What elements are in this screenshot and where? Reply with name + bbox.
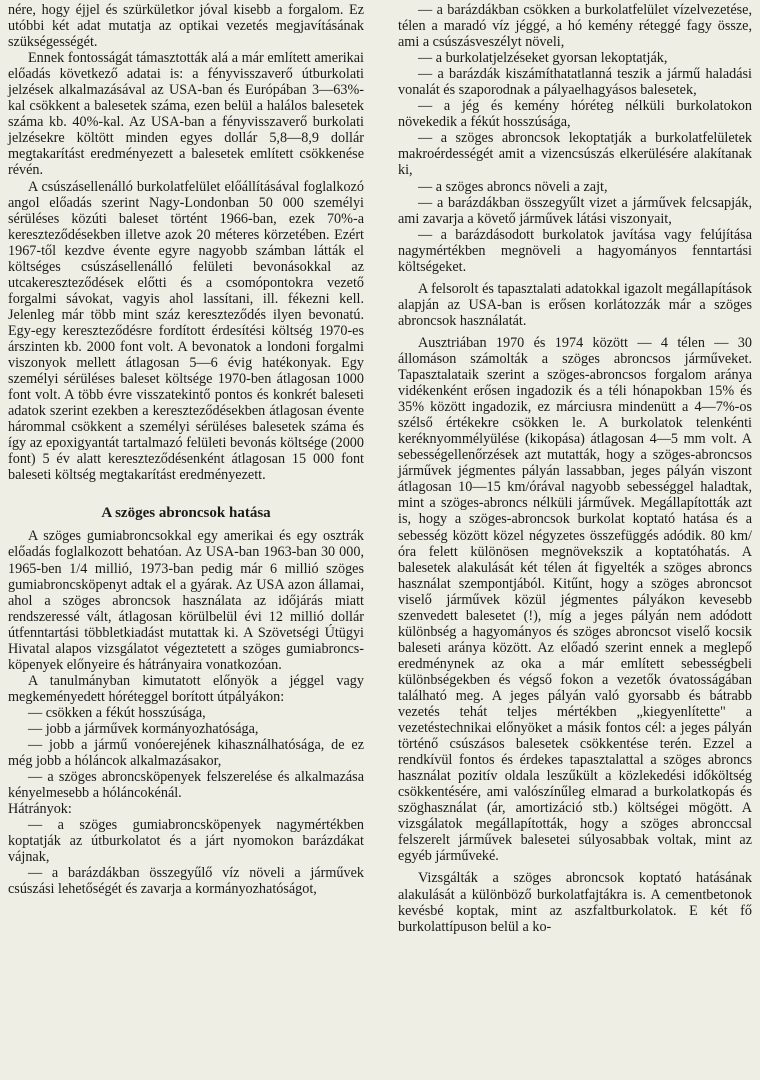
disadvantages-label: Hátrányok: <box>8 801 72 818</box>
disadvantage-item: — a barázdák kiszámíthatatlanná teszik a jármű haladási vonalát és szaporodnak a pályaelhagyásos balesetek, <box>398 66 752 99</box>
advantage-item: — csökken a fékút hosszúsága, <box>28 704 206 721</box>
advantage-item: — jobb a járművek kormányozhatósága, <box>28 720 259 737</box>
disadvantage-item: — a barázdákban összegyűlt vizet a járművek felcsapják, ami zavarja a követő járművek látási viszonyait, <box>398 194 752 227</box>
paragraph: A szöges gumiabroncsokkal egy amerikai és egy osztrák előadás foglalkozott behatóan. Az USA-ban 1963-ban 30 000, 1965-ben 1/4 millió, 1973-ban pedig már 6 millió szöges gumiabroncsköpenyt adtak el a gyárak. Az USA azon államai, ahol a szöges abroncsok használata az időjárás miatt rendszeressé vált, átlagosan körülbelül évi 12 millió dollár útfenntartási többletkiadást mutattak ki. A Szövetségi Útügyi Hivatal alapos vizsgálatot végeztetett a szöges gumiabroncs-köpenyek előnyeire és hátrányaira vonatkozóan. <box>8 528 364 673</box>
paragraph: Vizsgálták a szöges abroncsok koptató hatásának alakulását a különböző burkolatfajtákra is. A cementbetonok kevésbé koptak, mint az aszfaltburkolatok. E két fő burkolattípuson belül a ko- <box>398 870 752 935</box>
disadvantage-item: — a burkolatjelzéseket gyorsan lekoptatják, <box>418 50 668 67</box>
disadvantage-item: — a barázdákban összegyűlő víz növeli a járművek csúszási lehetőségét és zavarja a kormányozhatóságot, <box>8 865 364 898</box>
paragraph: A tanulmányban kimutatott előnyök a jéggel vagy megkeményedett hóréteggel borított útpályákon: <box>8 672 364 705</box>
paragraph: A csúszásellenálló burkolatfelület előállításával foglalkozó angol előadás szerint Nagy-Londonban 50 000 személyi sérüléses közúti baleset történt 1966-ban, ezek 70%-a kereszteződésekben illetve azok 20 méteres körzetében. Ezért 1967-től kezdve évente egyre nagyobb számban látták el költséges csúszásellenálló felületi bevonásokkal az utcakereszteződések előtti és a csomópontokra vezető forgalmi sávokat, vagyis ahol lassítani, ill. fékezni kell. Jelenleg már több mint száz kereszteződés ilyen bevonatú. Egy-egy kereszteződésre fordított érdesítési költség 1970-es árszinten kb. 2000 font volt. A bevonatok a londoni forgalmi viszonyok mellett átlagosan 5—6 évig hatékonyak. Egy személyi sérüléses baleset költsége 1970-ben átlagosan 1000 font volt. A több évre visszatekintő pontos és konkrét baleseti adatok szerint ezekben a kereszteződésekben átlagosan évente hárommal csökkent a személyi sérüléses balesetek száma és így az epoxigyantát tartalmazó felületi bevonás költsége (2000 font) 5 év alatt kereszteződésenként átlagosan 15 000 font baleseti költség megtakarítást eredményezett. <box>8 178 364 484</box>
disadvantage-item: — a barázdásodott burkolatok javítása vagy felújítása nagymértékben megnöveli a hagyományos fenntartási költségeket. <box>398 226 752 275</box>
advantage-item: — jobb a jármű vonóerejének kihasználhatósága, de ez még jobb a hóláncok alkalmazásakor, <box>8 737 364 770</box>
disadvantage-item: — a szöges abroncs növeli a zajt, <box>418 178 608 195</box>
paragraph: A felsorolt és tapasztalati adatokkal igazolt megállapítások alapján az USA-ban is erősen korlátozzák már a szöges abroncsok használatát. <box>398 280 752 329</box>
advantage-item: — a szöges abroncsköpenyek felszerelése és alkalmazása kényelmesebb a hóláncokénál. <box>8 769 364 802</box>
right-column <box>398 2 752 935</box>
disadvantage-item: — a szöges gumiabroncsköpenyek nagymértékben koptatják az útburkolatot és a járt nyomokon barázdákat vájnak, <box>8 817 364 866</box>
section-heading: A szöges abroncsok hatása <box>101 505 271 522</box>
paragraph: Ennek fontosságát támasztották alá a már említett amerikai előadás következő adatai is: a fényvisszaverő útburkolati jelzések alkalmazásával az USA-ban és Európában 3—63%-kal csökkent a balesetek száma, ezen belül a halálos balesetek száma kb. 40%-kal. Az USA-ban a fényvisszaverő burkolati jelzésekre költött minden egyes dollár 5,8—8,9 dollár megtakarítást eredményezett a balesetek említett csökkenése révén. <box>8 50 364 179</box>
disadvantage-item: — a szöges abroncsok lekoptatják a burkolatfelületek makroérdességét amit a vizencsúszás elkerülésére alakítanak ki, <box>398 130 752 179</box>
left-column <box>8 2 364 897</box>
disadvantage-item: — a barázdákban csökken a burkolatfelület vízelvezetése, télen a maradó víz jéggé, a hó kemény réteggé fagy össze, ami a csúszásveszélyt növeli, <box>398 2 752 51</box>
paragraph: nére, hogy éjjel és szürkületkor jóval kisebb a forgalom. Ez utóbbi két adat mutatja az optikai vezetés megjavításának szükségességét. <box>8 2 364 51</box>
paragraph: Ausztriában 1970 és 1974 között — 4 télen — 30 állomáson számolták a szöges abroncsos járműveket. Tapasztalataik szerint a szöges-abroncsos forgalom aránya vidékenként erősen ingadozik és a téli hónapokban 15% és 35% között ingadozik, ez márciusra mindenütt a 4—7%-os szélső értékekre csökken le. A burkolatok telenkénti keréknyommélyülése (kikopása) átlagosan 4—5 mm volt. A sebességellenőrzések azt mutatták, hogy a szöges-abroncsos járművek jégmentes pályán lassabban, jeges pályán viszont átlagosan 10—15 km/órával nagyobb sebességgel haladtak, mint a szöges-abroncs nélküli járművek. Megállapították azt is, hogy a szöges-abroncsok burkolat koptató hatása és a sebesség között közel négyzetes összefüggés adódik. 80 km/óra felett különösen megnövekszik a koptatóhatás. A balesetek alakulását két télen át figyelték a szöges abroncs használat szempontjából. Kitűnt, hogy a szöges abroncsot viselő járművek közül jégmentes pályákon kevesebb szenvedett balesetet (!), míg a jeges pályán nem adódott különbség a hagyományos és szöges abroncsot viselő kocsik baleseti aránya között. Az előadó szerint ennek a meglepő eredménynek az oka a már említett sebességbeli különbségekben és végső fokon a vezetők óvatosságában található meg. A jeges pályán való gyorsabb és bátrabb vezetés tehát teljes mértékben „kiegyenlítette" a vezetéstechnikai előnyöket a másik fontos cél: a jeges pályán történő csúszásos balesetek csökkentése terén. Ezzel a rendkívül fontos és érdekes tapasztalattal a szöges abroncs használat pozitív oldala leszűkült a közlekedési időköltség csökkentésére, ami valószínűleg elmarad a burkolatkopás és szöghasználat (ár, amortizáció stb.) költségei mögött. A vizsgálatok megállapították, hogy a szöges abronccsal felszerelt járművek balesetei súlyosabbak voltak, mint az egyéb járműveké. <box>398 334 752 865</box>
disadvantage-item: — a jég és kemény hóréteg nélküli burkolatokon növekedik a fékút hosszúsága, <box>398 98 752 131</box>
